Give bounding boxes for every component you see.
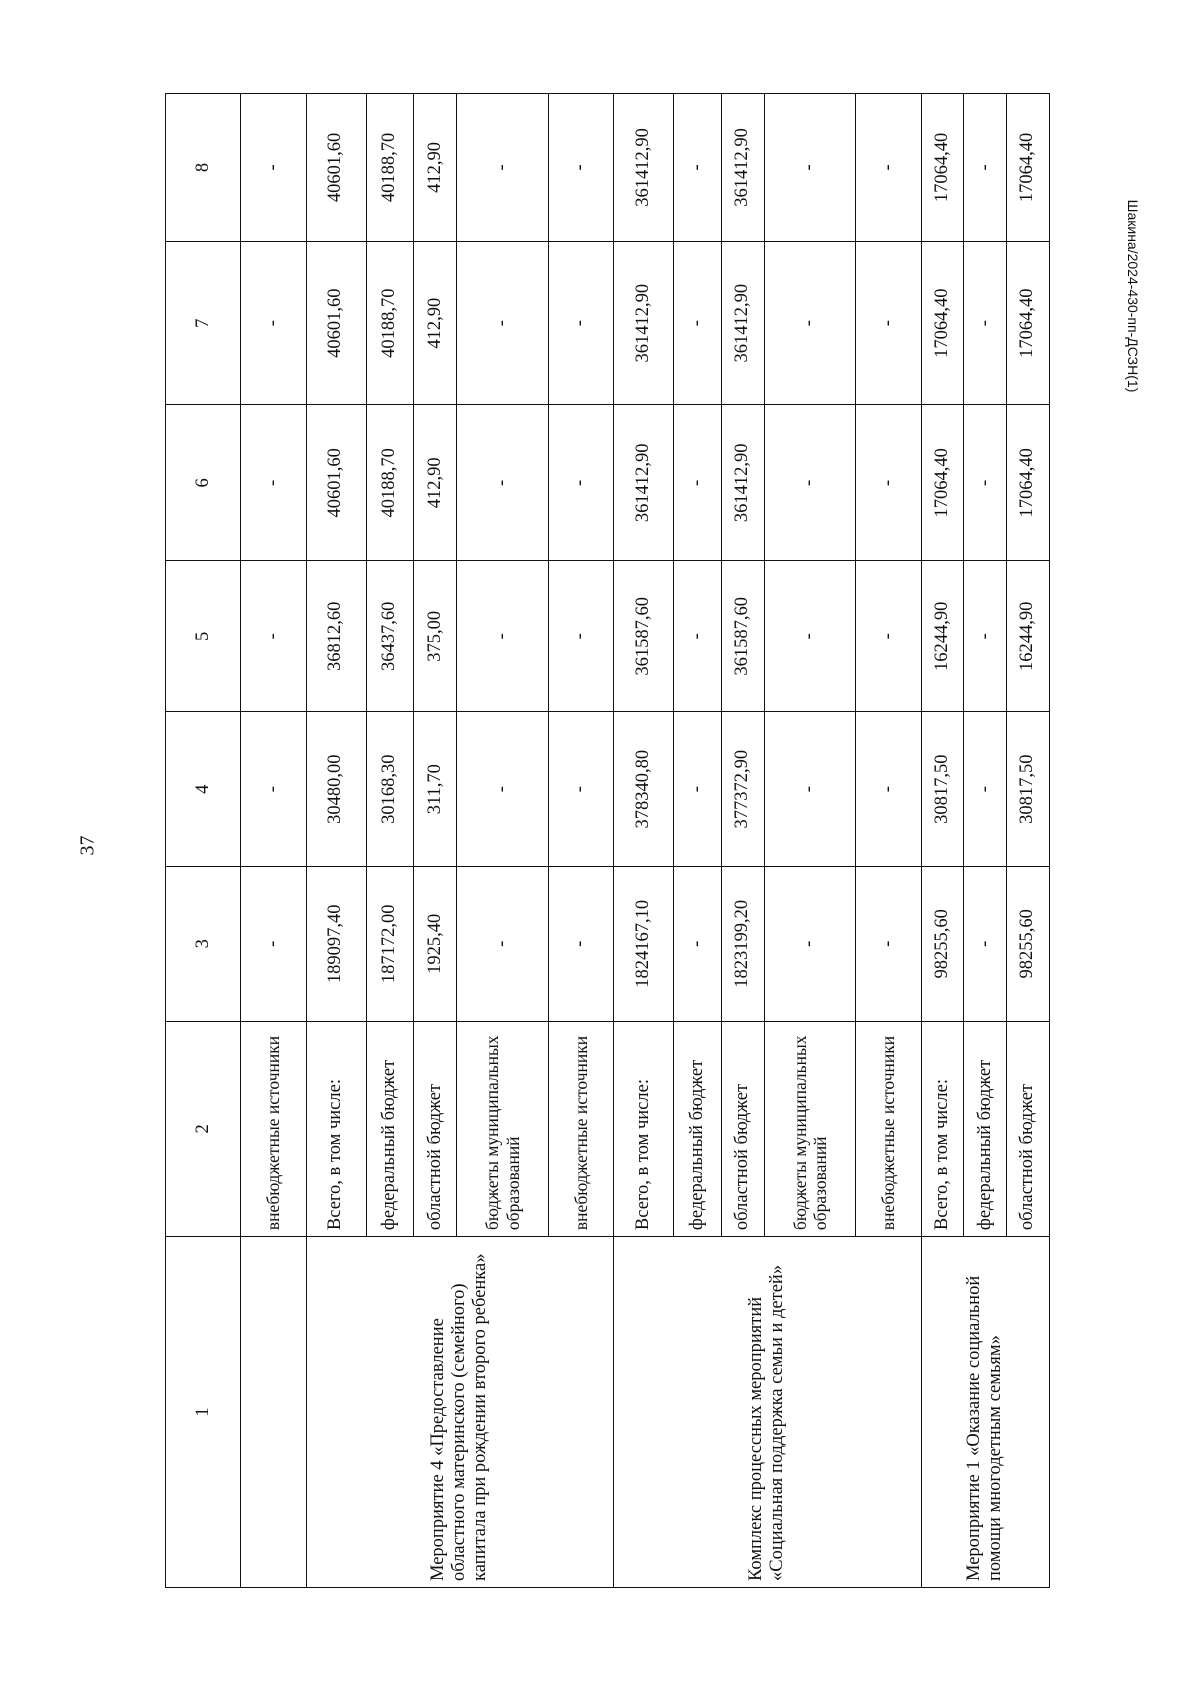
funding-source-cell: внебюджетные источники xyxy=(548,1021,613,1237)
value-cell: 361412,90 xyxy=(722,405,765,561)
value-cell: 361412,90 xyxy=(614,94,674,242)
funding-source-cell: федеральный бюджет xyxy=(674,1021,722,1237)
value-cell: 1824167,10 xyxy=(614,866,674,1021)
value-cell: 1925,40 xyxy=(414,866,457,1021)
value-cell: - xyxy=(457,241,549,405)
value-cell: - xyxy=(241,94,306,242)
value-cell: - xyxy=(241,866,306,1021)
funding-source-cell: федеральный бюджет xyxy=(366,1021,414,1237)
funding-source-cell: областной бюджет xyxy=(1007,1021,1050,1237)
funding-source-cell: Всего, в том числе: xyxy=(921,1021,964,1237)
section-name-cell: Мероприятие 4 «Предоставление областного материнского (семейного) капитала при рождении второго ребенка» xyxy=(306,1237,614,1588)
value-cell: 30817,50 xyxy=(1007,712,1050,867)
funding-source-cell: бюджеты муниципальных образований xyxy=(764,1021,856,1237)
value-cell: 361412,90 xyxy=(614,405,674,561)
funding-source-cell: внебюджетные источники xyxy=(856,1021,921,1237)
value-cell: - xyxy=(674,94,722,242)
value-cell: - xyxy=(764,405,856,561)
value-cell: - xyxy=(674,241,722,405)
value-cell: 17064,40 xyxy=(921,94,964,242)
value-cell: - xyxy=(241,405,306,561)
value-cell: 40188,70 xyxy=(366,241,414,405)
header-cell: 1 xyxy=(166,1237,241,1588)
value-cell: - xyxy=(548,561,613,712)
value-cell: 378340,80 xyxy=(614,712,674,867)
section-name-cell: Комплекс процессных мероприятий «Социальная поддержка семьи и детей» xyxy=(614,1237,922,1588)
value-cell: 412,90 xyxy=(414,94,457,242)
value-cell: - xyxy=(548,866,613,1021)
funding-source-cell: бюджеты муниципальных образований xyxy=(457,1021,549,1237)
budget-table xyxy=(165,93,1050,1588)
table-row xyxy=(241,94,306,1588)
value-cell: 17064,40 xyxy=(921,241,964,405)
value-cell: - xyxy=(457,712,549,867)
value-cell: 187172,00 xyxy=(366,866,414,1021)
value-cell: - xyxy=(548,241,613,405)
value-cell: 40601,60 xyxy=(306,241,366,405)
value-cell: - xyxy=(964,561,1007,712)
value-cell: - xyxy=(241,241,306,405)
value-cell: - xyxy=(856,561,921,712)
value-cell: - xyxy=(964,405,1007,561)
value-cell: 17064,40 xyxy=(1007,94,1050,242)
value-cell: 40601,60 xyxy=(306,94,366,242)
value-cell: - xyxy=(856,712,921,867)
value-cell: - xyxy=(964,712,1007,867)
value-cell: - xyxy=(457,866,549,1021)
value-cell: - xyxy=(856,866,921,1021)
funding-source-cell: Всего, в том числе: xyxy=(614,1021,674,1237)
section-name-cell xyxy=(241,1237,306,1588)
funding-source-cell: областной бюджет xyxy=(722,1021,765,1237)
value-cell: - xyxy=(548,405,613,561)
value-cell: 361587,60 xyxy=(614,561,674,712)
header-cell: 5 xyxy=(166,561,241,712)
value-cell: 36437,60 xyxy=(366,561,414,712)
value-cell: 36812,60 xyxy=(306,561,366,712)
funding-source-cell: Всего, в том числе: xyxy=(306,1021,366,1237)
value-cell: - xyxy=(241,712,306,867)
value-cell: 16244,90 xyxy=(1007,561,1050,712)
header-row xyxy=(166,94,241,1588)
value-cell: 412,90 xyxy=(414,405,457,561)
funding-source-cell: внебюджетные источники xyxy=(241,1021,306,1237)
value-cell: 30168,30 xyxy=(366,712,414,867)
value-cell: - xyxy=(856,241,921,405)
value-cell: - xyxy=(964,241,1007,405)
section-name-cell: Мероприятие 1 «Оказание социальной помощи многодетным семьям» xyxy=(921,1237,1049,1588)
value-cell: - xyxy=(764,94,856,242)
footer-document-code: Шакина/2024-430-пп-ДСЗН(1) xyxy=(1125,199,1141,393)
value-cell: 30817,50 xyxy=(921,712,964,867)
value-cell: 412,90 xyxy=(414,241,457,405)
value-cell: - xyxy=(674,561,722,712)
value-cell: - xyxy=(548,94,613,242)
value-cell: 16244,90 xyxy=(921,561,964,712)
value-cell: 40188,70 xyxy=(366,405,414,561)
header-cell: 7 xyxy=(166,241,241,405)
value-cell: - xyxy=(856,94,921,242)
value-cell: - xyxy=(856,405,921,561)
value-cell: 311,70 xyxy=(414,712,457,867)
value-cell: - xyxy=(764,712,856,867)
table-row xyxy=(614,94,674,1588)
value-cell: 375,00 xyxy=(414,561,457,712)
value-cell: - xyxy=(457,405,549,561)
header-cell: 6 xyxy=(166,405,241,561)
value-cell: 361412,90 xyxy=(614,241,674,405)
value-cell: - xyxy=(764,561,856,712)
rotated-table-wrapper xyxy=(165,93,1050,1588)
value-cell: 98255,60 xyxy=(1007,866,1050,1021)
value-cell: 17064,40 xyxy=(921,405,964,561)
value-cell: 17064,40 xyxy=(1007,405,1050,561)
header-cell: 8 xyxy=(166,94,241,242)
value-cell: 361587,60 xyxy=(722,561,765,712)
value-cell: - xyxy=(241,561,306,712)
value-cell: - xyxy=(674,712,722,867)
header-cell: 3 xyxy=(166,866,241,1021)
value-cell: - xyxy=(457,94,549,242)
funding-source-cell: федеральный бюджет xyxy=(964,1021,1007,1237)
value-cell: - xyxy=(674,405,722,561)
header-cell: 2 xyxy=(166,1021,241,1237)
value-cell: 40601,60 xyxy=(306,405,366,561)
value-cell: 361412,90 xyxy=(722,241,765,405)
table-row xyxy=(921,94,964,1588)
table-row xyxy=(306,94,366,1588)
value-cell: - xyxy=(674,866,722,1021)
value-cell: 1823199,20 xyxy=(722,866,765,1021)
value-cell: 40188,70 xyxy=(366,94,414,242)
value-cell: 30480,00 xyxy=(306,712,366,867)
page-number: 37 xyxy=(76,835,99,856)
value-cell: 98255,60 xyxy=(921,866,964,1021)
value-cell: - xyxy=(964,866,1007,1021)
value-cell: 377372,90 xyxy=(722,712,765,867)
funding-source-cell: областной бюджет xyxy=(414,1021,457,1237)
value-cell: 17064,40 xyxy=(1007,241,1050,405)
value-cell: - xyxy=(964,94,1007,242)
value-cell: - xyxy=(764,866,856,1021)
value-cell: 361412,90 xyxy=(722,94,765,242)
value-cell: - xyxy=(457,561,549,712)
header-cell: 4 xyxy=(166,712,241,867)
value-cell: - xyxy=(764,241,856,405)
value-cell: 189097,40 xyxy=(306,866,366,1021)
value-cell: - xyxy=(548,712,613,867)
